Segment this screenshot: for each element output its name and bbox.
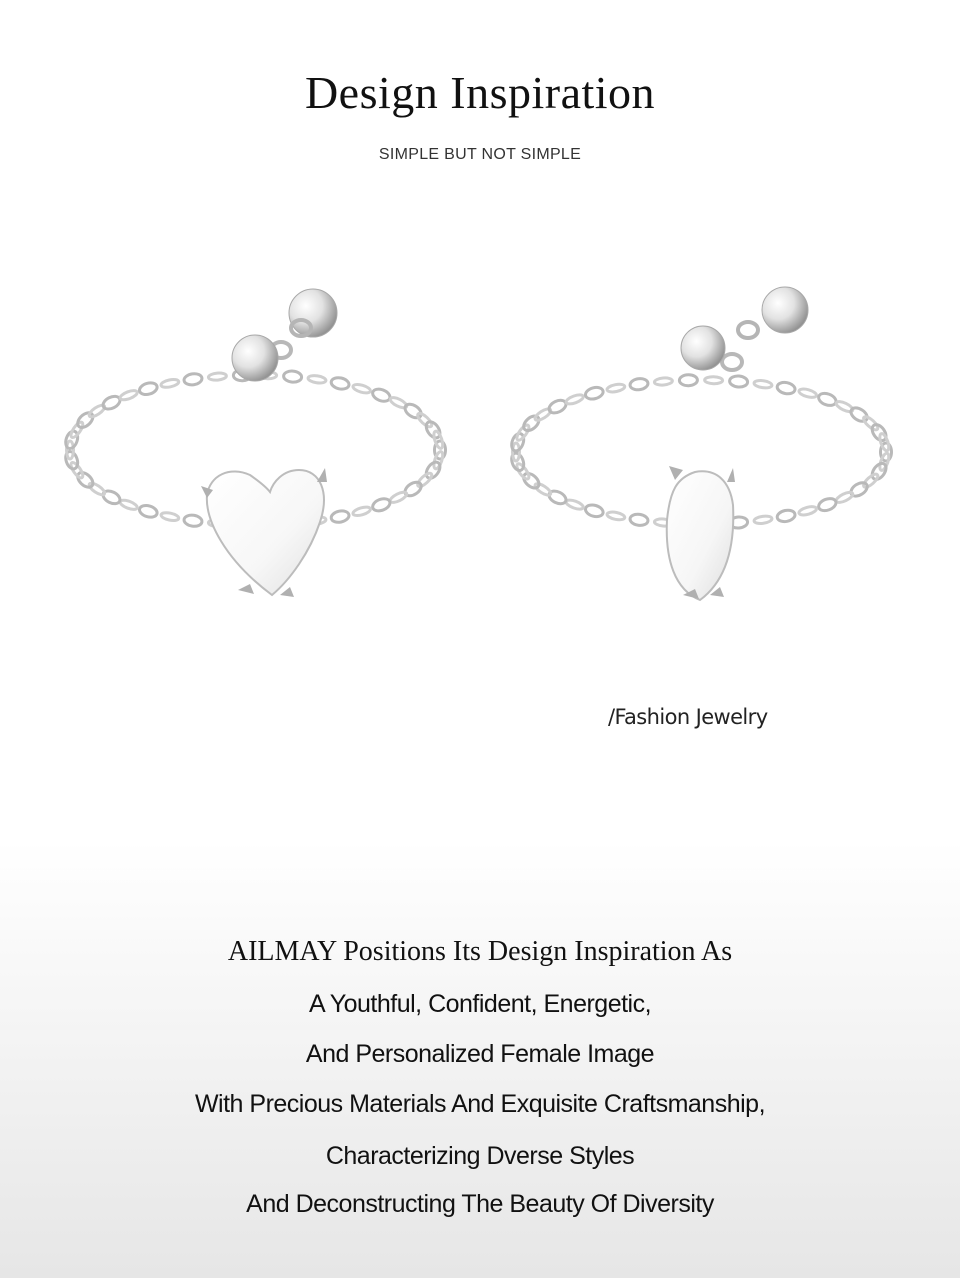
description-line: With Precious Materials And Exquisite Craftsmanship, (194, 1090, 766, 1118)
chain-link (416, 471, 434, 488)
chain-link (705, 376, 723, 383)
chain-link (606, 383, 625, 393)
chain-link (817, 391, 838, 407)
page-subtitle: SIMPLE BUT NOT SIMPLE (378, 146, 582, 163)
chain-link (835, 490, 854, 504)
chain-link (416, 411, 434, 428)
chain-link (352, 505, 371, 517)
chain-link (754, 379, 773, 388)
chain-link (776, 381, 796, 395)
description-line: AILMAY Positions Its Design Inspiration As (227, 936, 733, 967)
chain-link (371, 496, 392, 513)
description-line: And Personalized Female Image (305, 1040, 655, 1068)
chain-link (160, 378, 179, 389)
chain-link (584, 503, 604, 518)
page-title: Design Inspiration (304, 67, 656, 118)
chain-link (423, 460, 442, 481)
chain-link (798, 505, 817, 517)
chain-link (183, 373, 202, 386)
chain-link (138, 504, 158, 520)
bead-charm-icon (681, 287, 808, 370)
pear-stone-icon (667, 466, 735, 600)
chain-link (330, 509, 350, 523)
chain-link (403, 401, 424, 420)
pear-ring-image (505, 270, 915, 650)
chain-link (119, 389, 138, 402)
chain-link (283, 370, 302, 382)
chain-link (183, 514, 202, 527)
chain-link (862, 472, 880, 489)
chain-link (729, 375, 748, 387)
chain-link (584, 386, 604, 401)
chain-link (352, 383, 371, 395)
heart-ring-image (55, 270, 460, 640)
chain-link (565, 498, 584, 511)
chain-link (629, 513, 648, 526)
chain-link (160, 511, 179, 522)
bead-charm-icon (232, 289, 337, 381)
chain-link (371, 387, 392, 404)
description-line: A Youthful, Confident, Energetic, (308, 990, 652, 1018)
chain-link (521, 471, 542, 491)
chain-link (533, 482, 552, 498)
chain-link (606, 511, 625, 521)
chain-link (547, 398, 568, 416)
chain-link (101, 394, 122, 412)
chain-link (87, 481, 106, 497)
heart-stone-icon (201, 468, 327, 597)
description-line: Characterizing Dverse Styles (325, 1142, 635, 1170)
chain-link (654, 377, 673, 385)
chain-link (869, 461, 888, 482)
chain-link (849, 405, 870, 424)
chain-link (521, 413, 542, 433)
chain-link (798, 387, 817, 399)
chain-link (308, 375, 327, 384)
chain-link (754, 515, 773, 524)
chain-link (817, 496, 838, 512)
chain-link (75, 470, 96, 490)
chain-link (119, 498, 138, 511)
chain-link (565, 393, 584, 406)
chain-link (208, 372, 227, 380)
chain-link (629, 378, 648, 391)
product-category-caption: /Fashion Jewelry (608, 705, 768, 729)
chain-link (75, 410, 96, 430)
description-line: And Deconstructing The Beauty Of Diversity (246, 1190, 714, 1218)
chain-link (389, 490, 408, 504)
chain-link (679, 374, 697, 385)
chain-link (330, 376, 350, 390)
chain-link (776, 509, 796, 523)
chain-link (138, 381, 158, 397)
